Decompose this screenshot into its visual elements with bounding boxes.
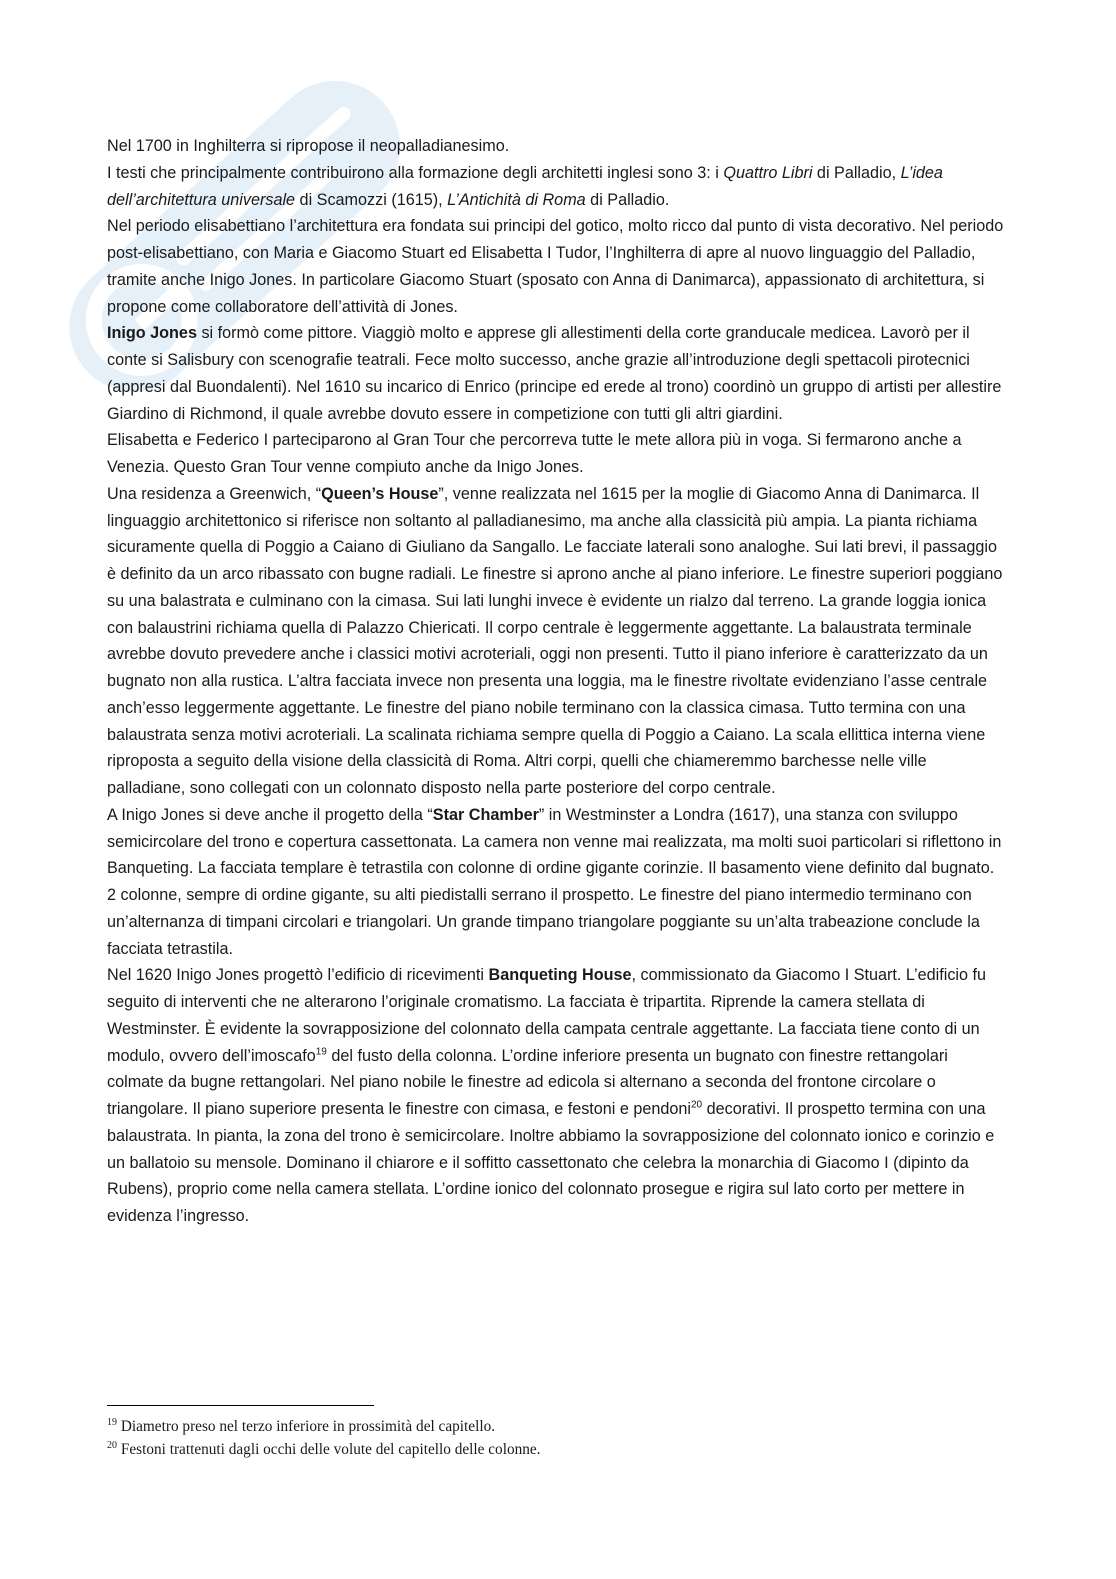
- term-banqueting-house: Banqueting House: [488, 966, 632, 985]
- paragraph-texts: I testi che principalmente contribuirono alla formazione degli architetti inglesi sono 3: i Quattro Libri di Palladio, L’idea dell’architettura universale di Scamozzi (1615), L’Antichità di Roma di Palladio.: [107, 163, 943, 209]
- title-antichita-roma: L’Antichità di Roma: [447, 190, 586, 209]
- term-star-chamber: Star Chamber: [432, 805, 539, 824]
- paragraph-elizabethan: Nel periodo elisabettiano l’architettura era fondata sui principi del gotico, molto ricco dal punto di vista decorativo. Nel periodo post-elisabettiano, con Maria e Giacomo Stuart ed Elisabetta I Tudor, l’Inghilterra di apre al nuovo linguaggio del Palladio, tramite anche Inigo Jones. In particolare Giacomo Stuart (sposato con Anna di Danimarca), appassionato di architettura, si propone come collaboratore dell’attività di Jones.: [107, 217, 1004, 316]
- paragraph-gran-tour: Elisabetta e Federico I parteciparono al Gran Tour che percorreva tutte le mete allora più in voga. Si fermarono anche a Venezia. Questo Gran Tour venne compiuto anche da Inigo Jones.: [107, 431, 962, 476]
- document-body: [107, 133, 1007, 1230]
- paragraph-banqueting-house: Nel 1620 Inigo Jones progettò l’edificio di ricevimenti Banqueting House, commissionato da Giacomo I Stuart. L’edificio fu seguito di interventi che ne alterarono l’originale cromatismo. La facciata è tripartita. Riprende la camera stellata di Westminster. È evidente la sovrapposizione del colonnato della campata centrale aggettante. La facciata tiene conto di un modulo, ovvero dell’imoscafo$^{19}$ del fusto della colonna. L’ordine inferiore presenta un bugnato con finestre rettangolari colmate da bugne rettangolari. Nel piano nobile le finestre ad edicola si alternano a seconda del frontone circolare o triangolare. Il piano superiore presenta le finestre con cimasa, e festoni e pendoni$^{20}$ decorativi. Il prospetto termina con una balaustrata. In pianta, la zona del trono è semicircolare. Inoltre abbiamo la sovrapposizione del colonnato ionico e corinzio e un ballatoio su mensole. Dominano il chiarore e il soffitto cassettonato che celebra la monarchia di Giacomo I (dipinto da Rubens), proprio come nella camera stellata. L’ordine ionico del colonnato prosegue e rigira sul lato corto per mettere in evidenza l’ingresso.: [107, 966, 995, 1225]
- paragraph-intro: Nel 1700 in Inghilterra si ripropose il neopalladianesimo.: [107, 137, 510, 155]
- title-quattro-libri: Quattro Libri: [723, 163, 813, 182]
- paragraph-queens-house: Una residenza a Greenwich, “Queen’s House”, venne realizzata nel 1615 per la moglie di Giacomo Anna di Danimarca. Il linguaggio architettonico si riferisce non soltanto al palladianesimo, ma anche alla classicità più ampia. La pianta richiama sicuramente quella di Poggio a Caiano di Giuliano da Sangallo. Le facciate laterali sono analoghe. Sui lati brevi, il passaggio è definito da un arco ribassato con bugne radiali. Le finestre si aprono anche al piano inferiore. Le finestre superiori poggiano su una balastrata e culminano con la cimasa. Sui lati lunghi invece è evidente un rialzo dal terreno. La grande loggia ionica con balaustrini richiama quella di Palazzo Chiericati. Il corpo centrale è leggermente aggettante. La balaustrata terminale avrebbe dovuto prevedere anche i classici motivi acroteriali, oggi non presenti. Tutto il piano inferiore è caratterizzato da un bugnato non alla rustica. L’altra facciata invece non presenta una loggia, ma le finestre rivoltate evidenziano l’asse centrale anch’esso leggermente aggettante. Le finestre del piano nobile terminano con la classica cimasa. Tutto termina con una balaustrata senza motivi acroteriali. La scalinata richiama sempre quella di Poggio a Caiano. La scala ellittica interna viene riproposta a seguito della visione della classicità di Roma. Altri corpi, quelli che chiameremmo barchesse nelle ville palladiane, sono collegati con un colonnato disposto nella parte posteriore del corpo centrale.: [107, 484, 1003, 797]
- footnote-separator: [107, 1405, 374, 1406]
- footnotes: [107, 1405, 1007, 1461]
- term-queens-house: Queen’s House: [321, 484, 439, 503]
- footnote-ref-20[interactable]: 20: [691, 1099, 703, 1111]
- title-idea-architettura: L’idea dell’architettura universale: [107, 163, 943, 209]
- footnote-20: $^{20}$ Festoni trattenuti dagli occhi delle volute del capitello delle colonne.: [107, 1439, 541, 1458]
- term-inigo-jones: Inigo Jones: [107, 324, 197, 343]
- paragraph-inigo-jones: Inigo Jones si formò come pittore. Viaggiò molto e apprese gli allestimenti della corte granducale medicea. Lavorò per il conte si Salisbury con scenografie teatrali. Fece molto successo, anche grazie all’introduzione degli spettacoli pirotecnici (appresi dal Buondalenti). Nel 1610 su incarico di Enrico (principe ed erede al trono) coordinò un gruppo di artisti per allestire Giardino di Richmond, il quale avrebbe dovuto essere in competizione con tutti gli altri giardini.: [107, 324, 1002, 423]
- footnote-19: $^{19}$ Diametro preso nel terzo inferiore in prossimità del capitello.: [107, 1416, 496, 1435]
- paragraph-star-chamber: A Inigo Jones si deve anche il progetto della “Star Chamber” in Westminster a Londra (1617), una stanza con sviluppo semicircolare del trono e copertura cassettonata. La camera non venne mai realizzata, ma molti suoi particolari si riflettono in Banqueting. La facciata templare è tetrastila con colonne di ordine gigante corinzie. Il basamento viene definito dal bugnato. 2 colonne, sempre di ordine gigante, su alti piedistalli serrano il prospetto. Le finestre del piano intermedio terminano con un’alternanza di timpani circolari e triangolari. Un grande timpano triangolare poggiante su un’alta trabeazione conclude la facciata tetrastila.: [107, 805, 1002, 958]
- footnote-ref-19[interactable]: 19: [315, 1046, 327, 1058]
